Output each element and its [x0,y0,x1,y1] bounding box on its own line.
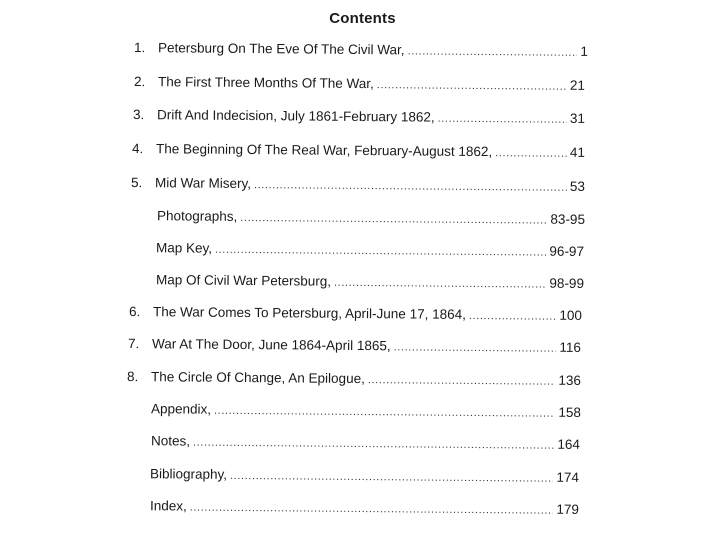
toc-entry [126,497,579,520]
entry-page: 174 [556,469,580,485]
dot-leader [469,307,557,326]
entry-title: Photographs, [156,208,238,224]
entry-title: War At The Door, June 1864-April 1865, [151,336,391,354]
entry-number: 5. [130,175,143,191]
entry-title: The Beginning Of The Real War, February-August 1862, [155,141,493,160]
entry-title: Map Of Civil War Petersburg, [155,272,332,289]
toc-entry [132,271,584,294]
entry-page: 164 [557,436,581,452]
entry-page: 100 [559,307,583,323]
entry-page: 96-97 [549,243,585,259]
toc-entry [127,368,581,391]
contents-heading: Contents [329,10,396,27]
dot-leader [190,499,554,520]
dot-leader [377,76,567,96]
dot-leader [240,209,547,230]
entry-number: 2. [133,74,146,90]
toc-entry [129,303,582,326]
entry-number: 6. [128,304,141,320]
entry-page: 31 [569,110,586,126]
entry-page: 116 [559,339,582,355]
entry-number: 4. [131,141,144,157]
toc-entry [132,239,584,262]
entry-title: Petersburg On The Eve Of The Civil War, [157,40,405,58]
entry-title: Index, [149,498,187,514]
entry-number: 8. [126,369,139,385]
entry-page: 98-99 [549,275,585,291]
entry-title: Mid War Misery, [154,175,252,192]
dot-leader [394,338,557,357]
dot-leader [254,176,567,197]
dot-leader [215,241,547,262]
entry-number: 1. [133,40,146,56]
entry-page: 21 [569,77,586,93]
entry-number: 7. [127,336,140,352]
toc-entry [128,335,581,358]
entry-title: Notes, [150,433,191,449]
toc-entry [127,432,580,455]
entry-number: 3. [132,107,145,123]
toc-entry [127,400,581,423]
entry-page: 1 [580,43,589,59]
entry-title: Map Key, [155,240,213,256]
entry-page: 83-95 [550,211,586,227]
dot-leader [438,110,567,129]
toc-entry [134,73,585,96]
toc-entry [133,207,585,230]
entry-title: Drift And Indecision, July 1861-February 1862, [156,107,435,125]
toc-entry [133,106,585,129]
entry-page: 41 [569,144,586,160]
dot-leader [214,402,556,423]
entry-title: The Circle Of Change, An Epilogue, [150,369,365,387]
dot-leader [334,274,547,294]
entry-page: 53 [569,178,586,194]
entry-page: 158 [558,404,582,420]
dot-leader [230,467,554,488]
entry-page: 136 [558,372,582,388]
dot-leader [495,144,567,163]
toc-entry [134,39,588,62]
entry-title: The War Comes To Petersburg, April-June 17, 1864, [152,304,466,322]
toc-entry [126,465,579,488]
dot-leader [193,434,555,455]
dot-leader [368,371,556,391]
toc-entry [131,174,585,197]
entry-title: Appendix, [150,401,212,417]
entry-title: The First Three Months Of The War, [157,74,374,92]
entry-title: Bibliography, [149,466,228,482]
toc-entry [132,140,585,163]
entry-page: 179 [556,501,580,517]
dot-leader [408,42,578,61]
